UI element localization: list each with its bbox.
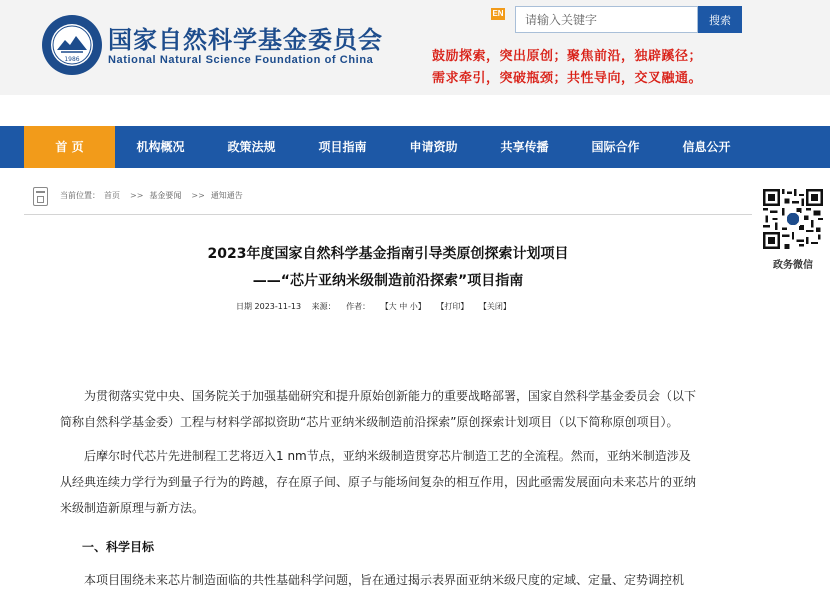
font-size-toggle[interactable]: 【大 中 小】 (380, 302, 426, 311)
nav-item-guide[interactable]: 项目指南 (318, 140, 367, 154)
breadcrumb-divider (24, 214, 752, 215)
nav-item-about[interactable]: 机构概况 (136, 140, 185, 154)
article-paragraph (60, 383, 740, 435)
paragraph-line: 后摩尔时代芯片先进制程工艺将迈入1 nm节点，亚纳米级制造贯穿芯片制造工艺的全流程。然而，亚纳米制造涉及 (84, 449, 691, 463)
breadcrumb-news-link[interactable]: 基金要闻 (149, 191, 182, 200)
org-name-en[interactable]: National Natural Science Foundation of China (108, 54, 374, 66)
paragraph-line: 简称自然科学基金委）工程与材料学部拟资助“芯片亚纳米级制造前沿探索”原创探索计划项目（以下简称原创项目）。 (60, 415, 679, 429)
paragraph-line: 米级制造新原理与新方法。 (60, 501, 205, 515)
document-icon (33, 187, 48, 206)
paragraph-line: 本项目围绕未来芯片制造面临的共性基础科学问题，旨在通过揭示表界面亚纳米级尺度的定域、定量、定势调控机 (84, 573, 685, 587)
breadcrumb-prefix: 当前位置： (60, 191, 100, 200)
qr-caption: 政务微信 (773, 260, 813, 271)
breadcrumb-notice-link[interactable]: 通知通告 (210, 191, 243, 200)
article-title-line-1: 2023年度国家自然科学基金指南引导类原创探索计划项目 (207, 246, 569, 262)
breadcrumb-separator: >> (191, 191, 205, 200)
main-nav (0, 126, 830, 168)
nav-item-disclosure[interactable]: 信息公开 (682, 140, 731, 154)
seal-year: 1986 (64, 56, 80, 63)
nav-item-home[interactable]: 首 页 (24, 126, 115, 168)
article-paragraph (60, 443, 740, 521)
article-date: 日期 2023-11-13 (236, 302, 302, 311)
close-link[interactable]: 【关闭】 (478, 302, 511, 311)
article-title-line-2: ——“芯片亚纳米级制造前沿探索”项目指南 (252, 273, 524, 289)
paragraph-line: 从经典连续力学行为到量子行为的跨越，存在原子间、原子与能场间复杂的相互作用，因此亟需发展面向未来芯片的亚纳 (60, 475, 697, 489)
breadcrumb (60, 190, 247, 201)
breadcrumb-separator: >> (130, 191, 144, 200)
org-name-cn[interactable]: 国家自然科学基金委员会 (108, 26, 383, 54)
article-paragraph (60, 567, 740, 593)
slogan-line-2: 需求牵引，突破瓶颈；共性导向，交叉融通。 (432, 71, 703, 86)
slogan-line-1: 鼓励探索，突出原创；聚焦前沿，独辟蹊径； (432, 49, 703, 64)
paragraph-line: 为贯彻落实党中央、国务院关于加强基础研究和提升原始创新能力的重要战略部署，国家自然科学基金委员会（以下 (84, 389, 697, 403)
site-header (0, 0, 830, 95)
nav-item-policy[interactable]: 政策法规 (227, 140, 276, 154)
nav-item-international[interactable]: 国际合作 (591, 140, 640, 154)
qr-code-icon (763, 189, 823, 249)
search-button[interactable]: 搜索 (698, 6, 742, 33)
article-meta (236, 301, 519, 312)
english-version-icon[interactable]: EN (492, 9, 504, 18)
nav-item-apply[interactable]: 申请资助 (409, 140, 458, 154)
search-input[interactable] (515, 6, 698, 33)
breadcrumb-home-link[interactable]: 首页 (104, 191, 120, 200)
nav-item-share[interactable]: 共享传播 (500, 140, 549, 154)
article-source: 来源： (311, 302, 336, 311)
article-author: 作者： (346, 302, 371, 311)
nsfc-seal-logo[interactable] (41, 14, 103, 76)
section-heading: 一、科学目标 (82, 540, 155, 554)
print-link[interactable]: 【打印】 (436, 302, 469, 311)
